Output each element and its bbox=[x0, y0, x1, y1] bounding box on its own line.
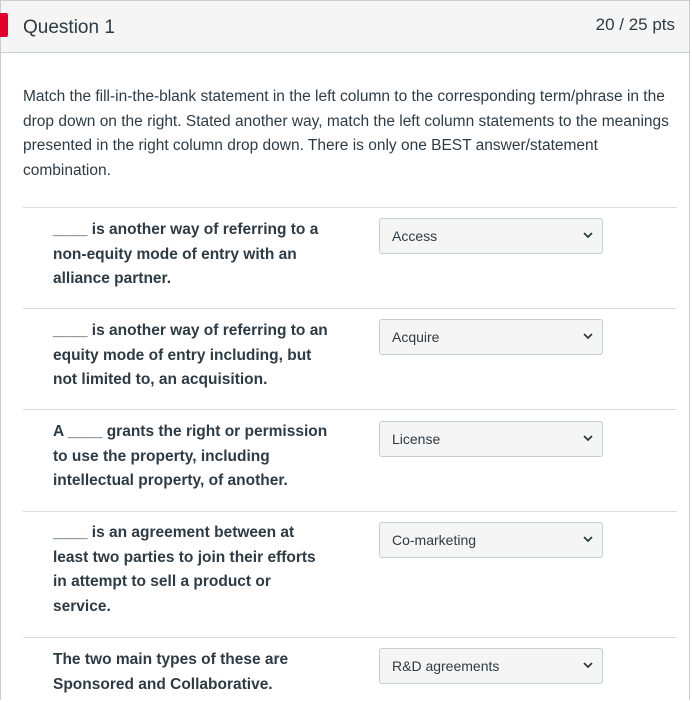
match-row bbox=[23, 409, 677, 512]
match-statement: The two main types of these are Sponsored and Collaborative. bbox=[53, 651, 289, 693]
selected-answer: R&D agreements bbox=[392, 658, 500, 674]
chevron-down-icon bbox=[582, 533, 594, 545]
answer-select[interactable] bbox=[379, 648, 603, 684]
answer-select[interactable] bbox=[379, 319, 603, 355]
chevron-down-icon bbox=[582, 432, 594, 444]
chevron-down-icon bbox=[582, 330, 594, 342]
match-row bbox=[23, 308, 677, 410]
question-points: 20 / 25 pts bbox=[595, 15, 675, 34]
match-statement: ____ is another way of referring to an equity mode of entry including, but not limited to, an acquisition. bbox=[53, 322, 328, 388]
flag-icon bbox=[0, 13, 8, 37]
question-title: Question 1 bbox=[23, 17, 115, 38]
match-statement: ____ is another way of referring to a non-equity mode of entry with an alliance partner. bbox=[53, 221, 319, 287]
answer-select[interactable] bbox=[379, 522, 603, 558]
match-row bbox=[23, 511, 677, 638]
match-row bbox=[23, 637, 677, 702]
match-row bbox=[23, 207, 677, 309]
question-header bbox=[1, 1, 689, 53]
chevron-down-icon bbox=[582, 229, 594, 241]
answer-select[interactable] bbox=[379, 421, 603, 457]
selected-answer: License bbox=[392, 431, 441, 447]
selected-answer: Co-marketing bbox=[392, 532, 477, 548]
selected-answer: Acquire bbox=[392, 329, 440, 345]
match-statement: ____ is an agreement between at least two parties to join their efforts in attempt to sell a product or service. bbox=[53, 524, 316, 615]
chevron-down-icon bbox=[582, 659, 594, 671]
answer-select[interactable] bbox=[379, 218, 603, 254]
selected-answer: Access bbox=[392, 228, 438, 244]
question-prompt: Match the fill-in-the-blank statement in the left column to the corresponding term/phrase in the drop down on the right. Stated another way, match the left column statements to the meanings presented in the right column drop down. There is only one BEST answer/statement combination. bbox=[23, 88, 669, 179]
match-statement: A ____ grants the right or permission to use the property, including intellectual property, of another. bbox=[53, 423, 328, 489]
